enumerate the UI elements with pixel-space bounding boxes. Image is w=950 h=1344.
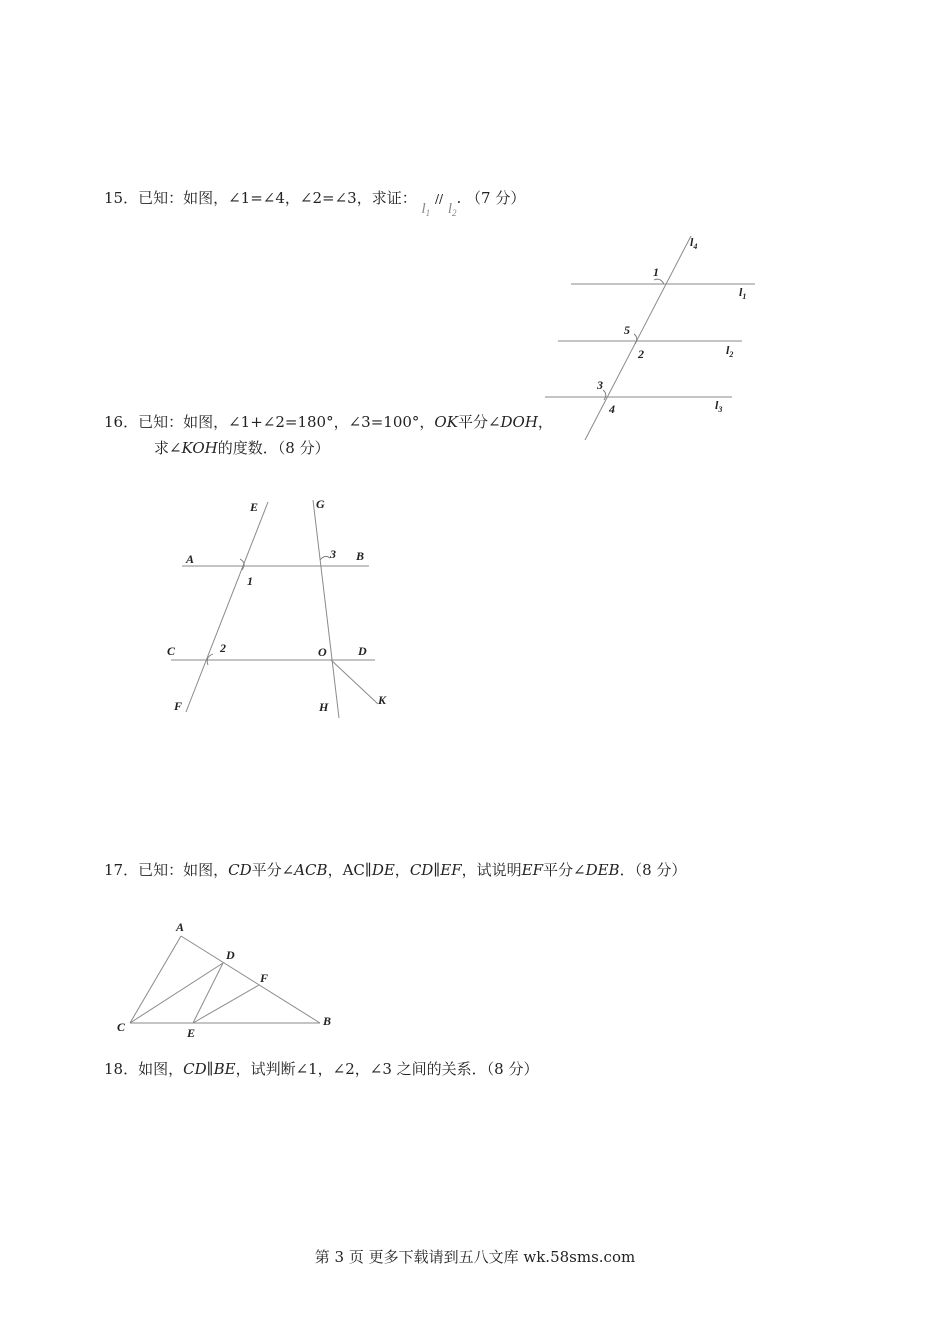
label-angle-3: 3 (597, 378, 603, 392)
figure-17 (110, 915, 350, 1045)
question-number: 17 (104, 861, 124, 879)
label-B: B (356, 549, 365, 563)
label-angle-4: 4 (609, 402, 615, 416)
figure-16 (160, 490, 420, 730)
label-E: E (187, 1026, 196, 1040)
question-number: 18 (104, 1060, 124, 1078)
label-C: C (167, 644, 176, 658)
question-18: 18．如图，CD∥BE，试判断∠1，∠2，∠3 之间的关系．（8 分） (104, 1060, 539, 1078)
label-H: H (319, 700, 329, 714)
page-footer: 第 3 页 更多下载请到五八文库 wk.58sms.com (314, 1248, 636, 1266)
label-l4: $l_4$ (690, 235, 698, 251)
label-C: C (117, 1020, 126, 1034)
label-G: G (316, 497, 325, 511)
label-D: D (226, 948, 235, 962)
question-number: 16 (104, 413, 124, 431)
label-angle-1: 1 (247, 574, 253, 588)
label-l3: $l_3$ (715, 398, 723, 414)
question-points: . （7 分） (456, 189, 526, 207)
line-l1-label: $l_1$ (421, 201, 431, 218)
label-F: F (260, 971, 269, 985)
question-16-line2: 求∠KOH的度数．（8 分） (154, 439, 330, 457)
label-l2: $l_2$ (726, 343, 734, 359)
label-A: A (186, 552, 195, 566)
label-A: A (176, 920, 185, 934)
label-angle-1: 1 (653, 265, 659, 279)
label-angle-3: 3 (330, 547, 336, 561)
question-15: 15．已知：如图，∠1=∠4，∠2=∠3，求证： $l_1 // l_2$. （7 分） (104, 189, 526, 218)
label-K: K (378, 693, 387, 707)
line-l2-label: $l_2$ (447, 201, 457, 218)
figure-15 (540, 230, 770, 450)
label-D: D (358, 644, 367, 658)
label-B: B (323, 1014, 332, 1028)
label-F: F (174, 699, 183, 713)
label-angle-2: 2 (220, 641, 226, 655)
question-text: 已知：如图，∠1=∠4，∠2=∠3，求证： (138, 189, 417, 207)
label-l1: $l_1$ (739, 285, 747, 301)
question-16: 16．已知：如图，∠1+∠2=180°，∠3=100°，OK平分∠DOH， (104, 413, 553, 431)
label-E: E (250, 500, 259, 514)
question-17: 17．已知：如图，CD平分∠ACB，AC∥DE，CD∥EF，试说明EF平分∠DEB．（8 分） (104, 861, 687, 879)
label-angle-5: 5 (624, 323, 630, 337)
label-angle-2: 2 (638, 347, 644, 361)
label-O: O (318, 645, 327, 659)
question-number: 15 (104, 189, 124, 207)
parallel-symbol: // (434, 192, 444, 206)
